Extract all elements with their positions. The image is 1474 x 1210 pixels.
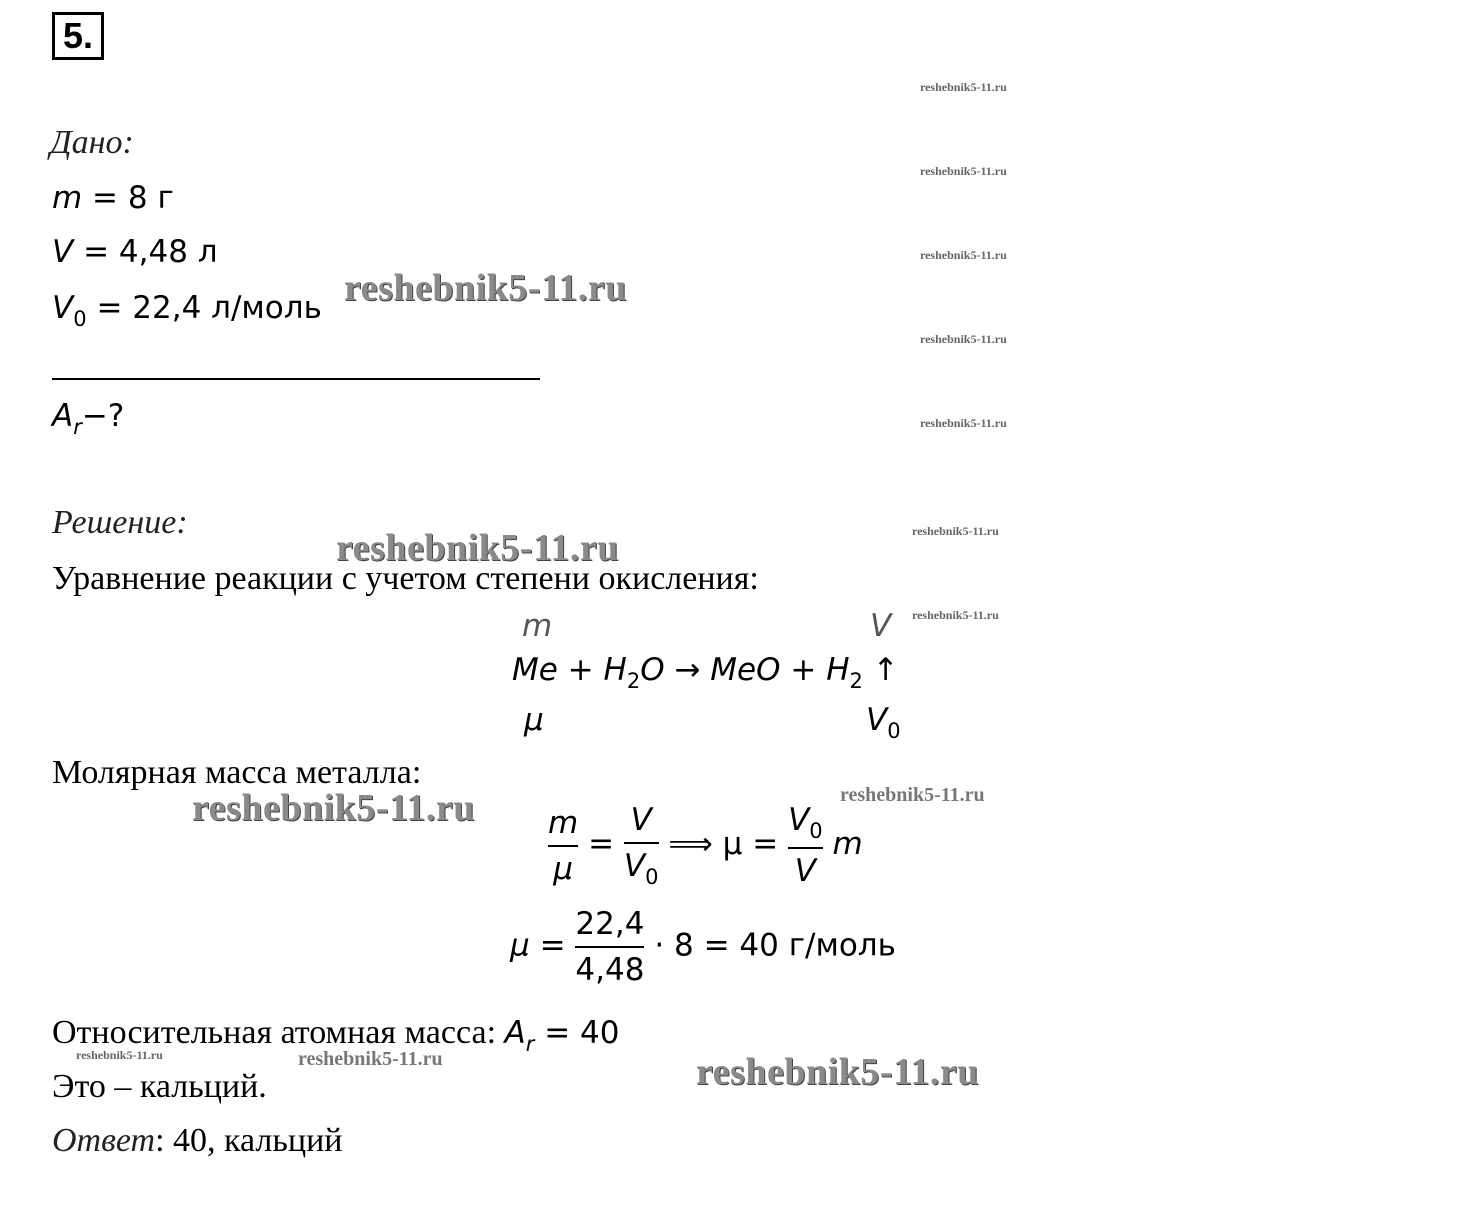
watermark-small: reshebnik5-11.ru	[76, 1048, 163, 1062]
watermark-small: reshebnik5-11.ru	[920, 80, 1007, 94]
fraction-v0-over-v: $\frac{V_0}{V}$	[788, 802, 823, 889]
molar-mass-intro: Молярная масса металла:	[52, 754, 422, 791]
watermark-large: reshebnik5-11.ru	[192, 787, 475, 829]
relative-atomic-mass: Относительная атомная масса: $A_r = 40$	[52, 1014, 620, 1056]
watermark-small: reshebnik5-11.ru	[920, 416, 1007, 430]
watermark-small: reshebnik5-11.ru	[912, 608, 999, 622]
fraction-calc: $\frac{22,4}{4,48}$	[575, 906, 645, 988]
equation-intro: Уравнение реакции с учетом степени окисления:	[52, 560, 759, 597]
fraction-v-over-v0: $\frac{V}{V_0}$	[623, 802, 659, 889]
watermark-large: reshebnik5-11.ru	[344, 267, 627, 309]
watermark-small: reshebnik5-11.ru	[920, 332, 1007, 346]
watermark-large: reshebnik5-11.ru	[696, 1051, 979, 1093]
watermark-large: reshebnik5-11.ru	[336, 527, 619, 569]
given-volume: V = 4,48 л	[52, 234, 218, 270]
watermark-medium: reshebnik5-11.ru	[840, 784, 985, 806]
eq-above-volume: V	[870, 608, 892, 644]
watermark-medium: reshebnik5-11.ru	[298, 1048, 443, 1070]
watermark-small: reshebnik5-11.ru	[920, 248, 1007, 262]
fraction-m-over-mu: $\frac{m}{\mu}$	[548, 804, 579, 887]
solution-heading: Решение:	[52, 504, 188, 541]
conclusion-text: Это – кальций.	[52, 1068, 267, 1105]
watermark-small: reshebnik5-11.ru	[920, 164, 1007, 178]
given-mass: m = 8 г	[52, 180, 174, 216]
find-quantity: $A_r-$?	[52, 398, 125, 439]
reaction-equation: $Me + H_2O$ → MeO + $H_2$ ↑	[512, 652, 899, 693]
given-divider	[52, 378, 540, 380]
given-heading: Дано:	[50, 124, 134, 161]
answer-line: Ответ: 40, кальций	[52, 1122, 343, 1159]
eq-below-molar-volume: $V_0$	[866, 702, 901, 743]
task-number: 5.	[52, 12, 104, 60]
given-molar-volume: $V_0 = 22,4$ л/моль	[52, 290, 322, 331]
molar-mass-calculation: μ = $\frac{22,4}{4,48}$ · 8 = 40 г/моль	[510, 906, 896, 988]
molar-mass-formula: $\frac{m}{\mu}$ = $\frac{V}{V_0}$ ⟹ μ = $\frac{V_0}{V}$ m	[548, 802, 863, 889]
watermark-small: reshebnik5-11.ru	[912, 524, 999, 538]
eq-below-molar-mass: μ	[524, 702, 544, 738]
eq-above-mass: m	[522, 608, 553, 644]
